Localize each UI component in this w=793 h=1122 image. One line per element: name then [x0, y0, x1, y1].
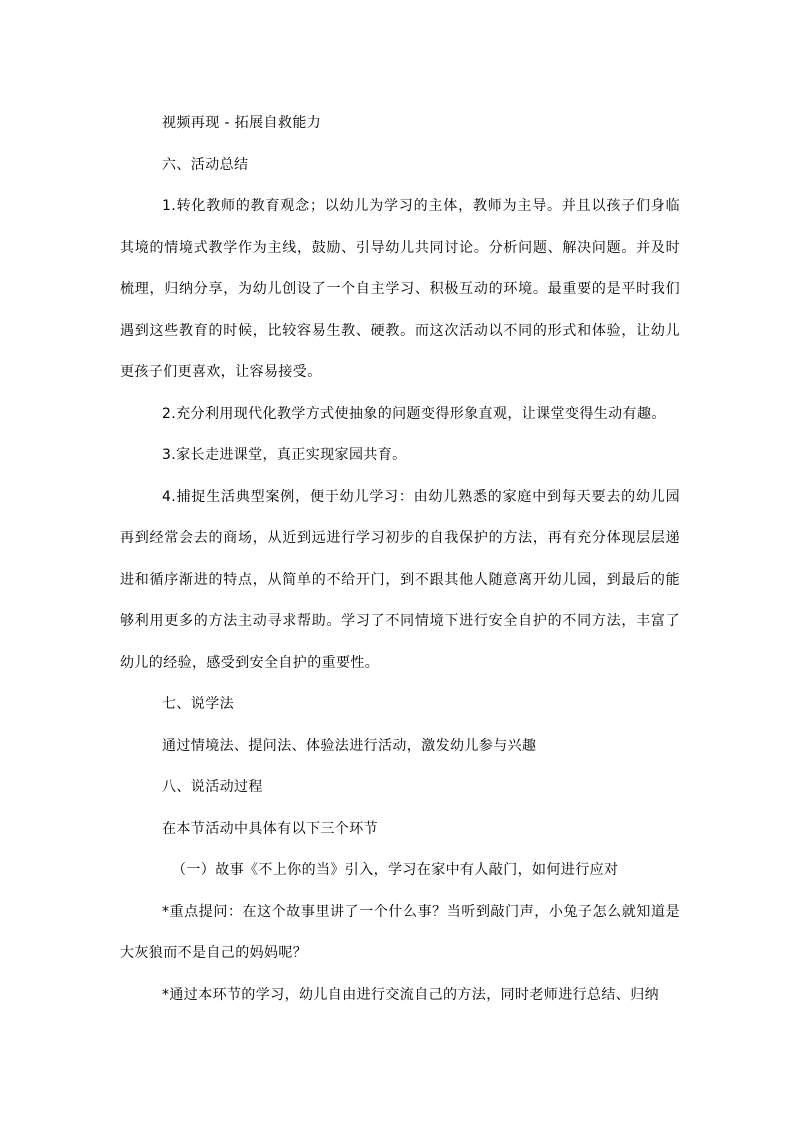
heading-activity-summary: 六、活动总结 — [162, 156, 249, 173]
step-1-conclusion: *通过本环节的学习，幼儿自由进行交流自己的方法，同时老师进行总结、归纳 — [162, 986, 659, 1003]
heading-learning-methods: 七、说学法 — [162, 696, 234, 712]
learning-methods-text: 通过情境法、提问法、体验法进行活动，激发幼儿参与兴趣 — [162, 737, 537, 754]
heading-activity-process: 八、说活动过程 — [162, 779, 263, 795]
summary-point-3: 3.家长走进课堂，真正实现家园共育。 — [162, 447, 407, 463]
summary-point-2: 2.充分利用现代化教学方式使抽象的问题变得形象直观，让课堂变得生动有趣。 — [162, 405, 666, 422]
heading-video-replay: 视频再现 - 拓展自救能力 — [162, 115, 322, 131]
key-question: *重点提问：在这个故事里讲了一个什么事？当听到敲门声，小兔子怎么就知道是大灰狼而不是自己的妈妈呢？ — [120, 903, 680, 961]
summary-point-4: 4.捕捉生活典型案例，便于幼儿学习：由幼儿熟悉的家庭中到每天要去的幼儿园再到经常会去的商场，从近到远进行学习初步的自我保护的方法，再有充分体现层层递进和循序渐进的特点，从简单的不给开门，到不跟其他人随意离开幼儿园，到最后的能够利用更多的方法主动寻求帮助。学习了不同情境下进行安全自护的不同方法，丰富了幼儿的经验，感受到安全自护的重要性。 — [120, 488, 680, 671]
summary-point-1: 1.转化教师的教育观念；以幼儿为学习的主体，教师为主导。并且以孩子们身临其境的情境式教学作为主线，鼓励、引导幼儿共同讨论。分析问题、解决问题。并及时梳理，归纳分享，为幼儿创设了一个自主学习、积极互动的环境。最重要的是平时我们遇到这些教育的时候，比较容易生教、硬教。而这次活动以不同的形式和体验，让幼儿更孩子们更喜欢，让容易接受。 — [120, 198, 680, 380]
process-step-1: （一）故事《不上你的当》引入，学习在家中有人敲门，如何进行应对 — [172, 862, 619, 878]
document-body — [120, 103, 680, 1016]
activity-process-intro: 在本节活动中具体有以下三个环节 — [162, 820, 378, 837]
